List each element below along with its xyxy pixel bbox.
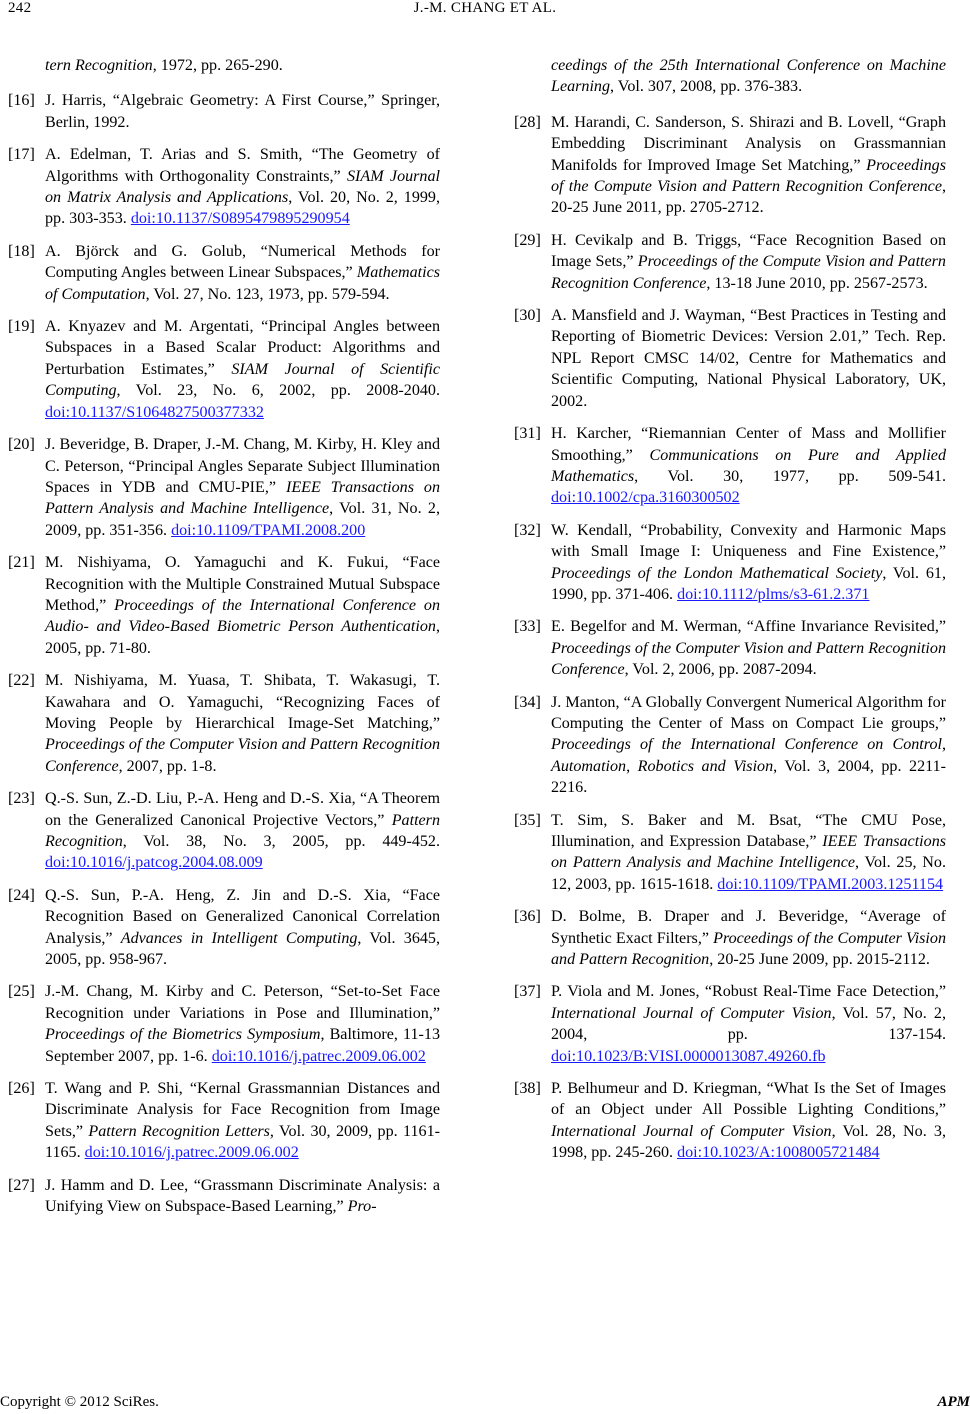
reference-fragment: H. Karcher, “Riemannian Center of Mass and Mollifier Smoothing,”	[551, 425, 946, 464]
reference-fragment: , 1972, pp. 265-290.	[152, 57, 283, 74]
reference-continuation	[8, 55, 440, 76]
running-head: J.-M. CHANG ET AL.	[413, 0, 557, 16]
reference-entry	[8, 90, 440, 133]
reference-fragment: J.-M. Chang, M. Kirby and C. Peterson, “Set-to-Set Face Recognition under Variations in Pose and Illumination,”	[45, 983, 440, 1022]
doi-link[interactable]: doi:10.1137/S0895479895290954	[130, 210, 350, 228]
publication-title: Proceedings of the London Mathematical Society	[551, 564, 883, 582]
reference-fragment: ,	[626, 757, 638, 775]
reference-fragment: Q.-S. Sun, Z.-D. Liu, P.-A. Heng and D.-S. Xia, “A Theorem on the Generalized Canonical Projective Vectors,”	[45, 790, 440, 829]
reference-entry	[514, 230, 946, 294]
reference-fragment: J. Harris, “Algebraic Geometry: A First Course,” Springer, Berlin, 1992.	[45, 92, 440, 131]
reference-fragment: J. Manton, “A Globally Convergent Numerical Algorithm for Computing the Center of Mass on Compact Lie groups,”	[551, 693, 946, 732]
reference-fragment: W. Kendall, “Probability, Convexity and Harmonic Maps with Small Image I: Uniqueness and Fine Existence,”	[551, 521, 946, 561]
publication-title: Proceedings of the Computer Vision and Pattern Recognition Conference	[551, 639, 946, 679]
reference-number: [30]	[514, 307, 541, 325]
publication-title: ceedings of the 25th International Conference on Machine Learning	[551, 57, 946, 96]
reference-fragment: , Vol. 20, No. 2, 1999, pp. 303-353.	[45, 189, 440, 228]
publication-title: Pro-	[347, 1198, 377, 1216]
reference-number: [23]	[8, 790, 35, 808]
publication-title: Proceedings of the Compute Vision and Pattern Recognition Conference	[551, 156, 946, 196]
doi-link[interactable]: doi:10.1002/cpa.3160300502	[551, 489, 740, 507]
reference-text	[45, 981, 440, 1067]
reference-fragment: , 20-25 June 2011, pp. 2705-2712.	[551, 178, 946, 217]
publication-title: Proceedings of the Computer Vision and Pattern Recognition Conference	[45, 736, 440, 775]
reference-fragment: A. Björck and G. Golub, “Numerical Methods for Computing Angles between Linear Subspaces,”	[45, 242, 440, 282]
publication-title: SIAM Journal of Scientific Computing	[45, 360, 440, 400]
reference-entry	[514, 906, 946, 970]
reference-entry	[514, 1078, 946, 1164]
reference-number: [17]	[8, 146, 35, 164]
reference-entry	[8, 552, 440, 659]
doi-link[interactable]: doi:10.1023/A:1008005721484	[677, 1144, 880, 1162]
publication-title: Mathematics of Computation	[45, 264, 440, 303]
reference-text	[551, 692, 946, 799]
reference-fragment: , Vol. 61, 1990, pp. 371-406.	[551, 564, 946, 603]
reference-entry	[514, 616, 946, 680]
reference-fragment: , Vol. 31, No. 2, 2009, pp. 351-356.	[45, 500, 440, 539]
reference-fragment: D. Bolme, B. Draper and J. Beveridge, “Average of Synthetic Exact Filters,”	[551, 908, 946, 947]
reference-number: [16]	[8, 92, 35, 110]
reference-text	[45, 316, 440, 423]
reference-entry	[8, 1078, 440, 1164]
reference-fragment: J. Beveridge, B. Draper, J.-M. Chang, M. Kirby, H. Kley and C. Peterson, “Principal Angles Separate Subject Illumination Spaces in YDB and CMU-PIE,”	[45, 436, 440, 496]
reference-number: [27]	[8, 1176, 35, 1194]
publication-title: IEEE Transactions on Pattern Analysis and Machine Intelligence	[551, 833, 946, 872]
reference-number: [19]	[8, 318, 35, 336]
doi-link[interactable]: doi:10.1016/j.patrec.2009.06.002	[84, 1144, 299, 1162]
reference-fragment: , Vol. 30, 2009, pp. 1161-1165.	[45, 1122, 440, 1162]
reference-fragment: , Vol. 28, No. 3, 1998, pp. 245-260.	[551, 1122, 946, 1162]
publication-title: Proceedings of the International Conference on Control	[551, 736, 942, 754]
reference-text	[45, 1078, 440, 1164]
reference-number: [18]	[8, 242, 35, 260]
reference-fragment: , Vol. 25, No. 12, 2003, pp. 1615-1618.	[551, 854, 946, 893]
reference-entry	[514, 305, 946, 412]
publication-title: SIAM Journal on Matrix Analysis and Applications	[45, 167, 440, 207]
reference-fragment: , Vol. 3, 2004, pp. 2211-2216.	[551, 757, 946, 797]
reference-entry	[8, 316, 440, 423]
reference-text	[45, 434, 440, 541]
reference-text	[551, 616, 946, 680]
publication-title: International Journal of Computer Vision	[551, 1122, 832, 1140]
reference-number: [26]	[8, 1080, 35, 1098]
reference-text	[45, 90, 440, 133]
doi-link[interactable]: doi:10.1016/j.patrec.2009.06.002	[211, 1047, 426, 1065]
publication-title: Pattern Recognition	[45, 811, 440, 850]
reference-fragment: Q.-S. Sun, P.-A. Heng, Z. Jin and D.-S. Xia, “Face Recognition Based on Generalized Canonical Correlation Analysis,”	[45, 886, 440, 947]
reference-text	[551, 810, 946, 896]
publication-title: Pattern Recognition Letters	[88, 1122, 270, 1140]
reference-entry	[8, 144, 440, 230]
reference-entry	[8, 241, 440, 305]
publication-title: International Journal of Computer Vision	[551, 1004, 832, 1022]
reference-number: [21]	[8, 554, 35, 572]
reference-number: [24]	[8, 886, 35, 904]
reference-fragment: , Vol. 23, No. 6, 2002, pp. 2008-2040.	[116, 382, 440, 400]
reference-entry	[8, 981, 440, 1067]
reference-text	[45, 885, 440, 971]
reference-text	[551, 520, 946, 606]
reference-fragment: H. Cevikalp and B. Triggs, “Face Recognition Based on Image Sets,”	[551, 231, 946, 271]
reference-fragment: , Vol. 30, 1977, pp. 509-541.	[634, 467, 946, 485]
publication-title: Proceedings of the Computer Vision and Pattern Recognition	[551, 929, 946, 969]
reference-text	[45, 55, 440, 76]
doi-link[interactable]: doi:10.1023/B:VISI.0000013087.49260.fb	[551, 1047, 826, 1065]
reference-text	[45, 552, 440, 659]
right-column	[514, 55, 946, 1175]
reference-text	[551, 230, 946, 294]
reference-entry	[8, 788, 440, 874]
page-footer	[0, 1394, 970, 1414]
reference-entry	[514, 981, 946, 1067]
doi-link[interactable]: doi:10.1137/S1064827500377332	[45, 403, 264, 421]
reference-entry	[514, 112, 946, 219]
reference-fragment: P. Belhumeur and D. Kriegman, “What Is the Set of Images of an Object under All Possible Lighting Conditions,”	[551, 1080, 946, 1119]
reference-fragment: , Vol. 27, No. 123, 1973, pp. 579-594.	[145, 285, 390, 303]
reference-entry	[514, 520, 946, 606]
reference-fragment: , Vol. 38, No. 3, 2005, pp. 449-452.	[122, 833, 440, 850]
reference-fragment: , Vol. 57, No. 2, 2004, pp. 137-154.	[551, 1004, 946, 1044]
reference-number: [29]	[514, 231, 541, 249]
copyright-notice: Copyright © 2012 SciRes.	[0, 1394, 159, 1410]
reference-number: [35]	[514, 811, 541, 829]
reference-text	[45, 1175, 440, 1218]
reference-fragment: T. Sim, S. Baker and M. Bsat, “The CMU Pose, Illumination, and Expression Database,”	[551, 811, 946, 850]
reference-entry	[514, 810, 946, 896]
reference-number: [22]	[8, 672, 35, 690]
reference-entry	[8, 434, 440, 541]
reference-fragment: A. Mansfield and J. Wayman, “Best Practices in Testing and Reporting of Biometric Devices: Version 2.01,” Tech. Rep. NPL Report CMSC 14/02, Centre for Mathematics and Scientific Computing, National Physical Laboratory, UK, 2002.	[551, 307, 946, 410]
publication-title: Proceedings of the Compute Vision and Pattern Recognition Conference	[551, 253, 946, 292]
doi-link[interactable]: doi:10.1109/TPAMI.2008.200	[171, 521, 366, 539]
reference-fragment: T. Wang and P. Shi, “Kernal Grassmannian Distances and Discriminate Analysis for Face Recognition from Image Sets,”	[45, 1080, 440, 1140]
reference-text	[551, 1078, 946, 1164]
reference-text	[551, 423, 946, 509]
publication-title: Automation	[551, 757, 627, 775]
reference-fragment: , 20-25 June 2009, pp. 2015-2112.	[709, 951, 930, 969]
reference-text	[551, 981, 946, 1067]
reference-number: [20]	[8, 436, 35, 454]
reference-fragment: ,	[941, 736, 946, 754]
reference-text	[45, 670, 440, 777]
reference-fragment: , 13-18 June 2010, pp. 2567-2573.	[706, 274, 928, 292]
reference-number: [31]	[514, 425, 541, 443]
reference-entry	[514, 423, 946, 509]
reference-text	[551, 112, 946, 219]
reference-number: [25]	[8, 983, 35, 1001]
reference-fragment: , Vol. 307, 2008, pp. 376-383.	[610, 78, 803, 96]
page-number: 242	[8, 0, 32, 16]
publication-title: Communications on Pure and Applied Mathematics	[551, 446, 946, 485]
publication-title: Advances in Intelligent Computing	[120, 929, 358, 947]
reference-fragment: J. Hamm and D. Lee, “Grassmann Discriminate Analysis: a Unifying View on Subspace-Based Learning,”	[45, 1176, 440, 1216]
reference-number: [38]	[514, 1080, 541, 1098]
reference-fragment: , Vol. 2, 2006, pp. 2087-2094.	[624, 661, 817, 679]
reference-text	[551, 55, 946, 98]
reference-number: [28]	[514, 113, 541, 131]
reference-fragment: E. Begelfor and M. Werman, “Affine Invariance Revisited,”	[551, 618, 946, 636]
reference-fragment: P. Viola and M. Jones, “Robust Real-Time Face Detection,”	[551, 983, 946, 1001]
reference-number: [34]	[514, 693, 541, 711]
publication-title: tern Recognition	[45, 57, 153, 74]
reference-fragment: M. Harandi, C. Sanderson, S. Shirazi and B. Lovell, “Graph Embedding Discriminant Analysis on Grassmannian Manifolds for Improved Image Set Matching,”	[551, 113, 946, 174]
publication-title: IEEE Transactions on Pattern Analysis and Machine Intelligence	[45, 478, 441, 518]
reference-text	[551, 906, 946, 970]
reference-number: [36]	[514, 908, 541, 926]
doi-link[interactable]: doi:10.1112/plms/s3-61.2.371	[677, 585, 870, 603]
publication-title: Proceedings of the Biometrics Symposium	[45, 1026, 321, 1044]
reference-fragment: A. Edelman, T. Arias and S. Smith, “The Geometry of Algorithms with Orthogonality Constraints,”	[45, 146, 440, 185]
reference-text	[45, 241, 440, 305]
reference-fragment: , 2007, pp. 1-8.	[118, 757, 217, 775]
reference-entry	[8, 670, 440, 777]
reference-entry	[8, 885, 440, 971]
reference-fragment: , Baltimore, 11-13 September 2007, pp. 1-6.	[45, 1026, 440, 1065]
reference-text	[45, 788, 440, 874]
running-header	[0, 0, 970, 22]
reference-text	[551, 305, 946, 412]
doi-link[interactable]: doi:10.1016/j.patcog.2004.08.009	[45, 854, 263, 872]
reference-fragment: , Vol. 3645, 2005, pp. 958-967.	[45, 929, 440, 969]
reference-fragment: M. Nishiyama, M. Yuasa, T. Shibata, T. Wakasugi, T. Kawahara and O. Yamaguchi, “Recognizing Faces of Moving People by Hierarchical Image-Set Matching,”	[45, 672, 440, 732]
publication-title: Robotics and Vision	[637, 757, 774, 775]
reference-text	[45, 144, 440, 230]
left-column	[8, 55, 440, 1229]
reference-fragment: A. Knyazev and M. Argentati, “Principal Angles between Subspaces in a Based Scalar Product: Algorithms and Perturbation Estimates,”	[45, 318, 440, 378]
reference-continuation	[514, 55, 946, 98]
reference-entry	[8, 1175, 440, 1218]
doi-link[interactable]: doi:10.1109/TPAMI.2003.1251154	[717, 875, 944, 893]
reference-entry	[514, 692, 946, 799]
reference-number: [37]	[514, 983, 541, 1001]
reference-fragment: M. Nishiyama, O. Yamaguchi and K. Fukui, “Face Recognition with the Multiple Constrained Mutual Subspace Method,”	[45, 554, 440, 614]
reference-number: [33]	[514, 618, 541, 636]
journal-abbreviation: APM	[937, 1394, 970, 1410]
reference-number: [32]	[514, 521, 541, 539]
reference-fragment: , 2005, pp. 71-80.	[45, 618, 440, 657]
publication-title: Proceedings of the International Conference on Audio- and Video-Based Biometric Person Authentication	[45, 596, 440, 636]
